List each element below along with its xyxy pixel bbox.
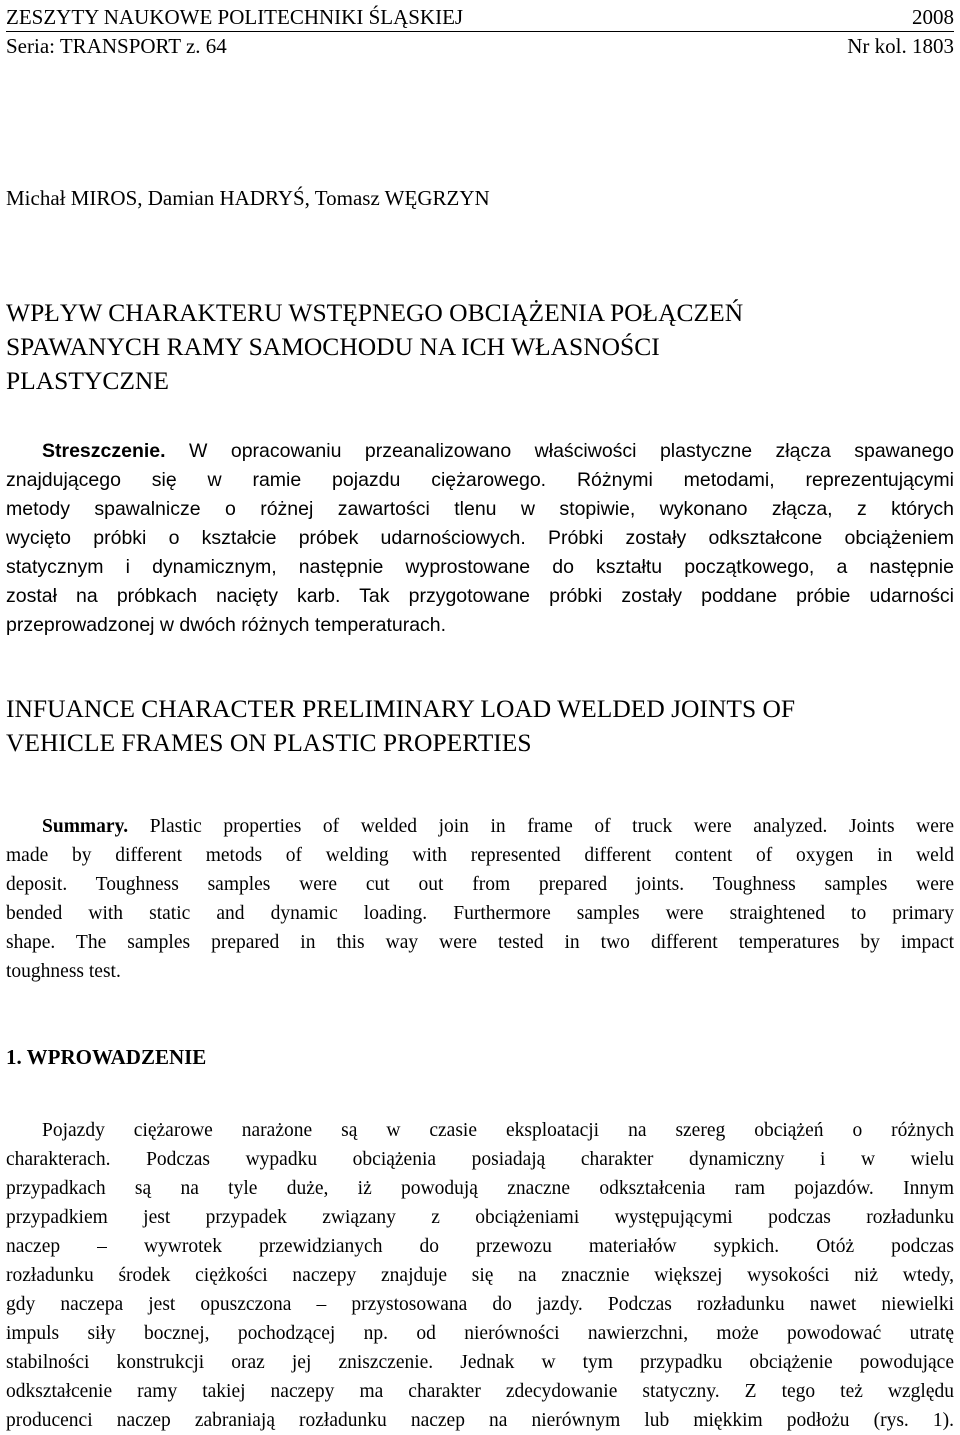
body-line: przypadkach są na tyle duże, iż powodują znaczne odkształcenia ram pojazdów. Innym	[6, 1178, 954, 1199]
title-english-line: INFUANCE CHARACTER PRELIMINARY LOAD WELDED JOINTS OF	[6, 694, 796, 723]
series-header-row	[6, 32, 954, 60]
body-line: impuls siły bocznej, pochodzącej np. od nierówności nawierzchni, może powodować utratę	[6, 1323, 954, 1344]
title-polish-line: PLASTYCZNE	[6, 366, 169, 395]
body-line: przypadkiem jest przypadek związany z obciążeniami występującymi podczas rozładunku	[6, 1207, 954, 1228]
summary-english	[6, 812, 954, 986]
summary-line: shape. The samples prepared in this way were tested in two different temperatures by impact	[6, 932, 954, 953]
title-english-line: VEHICLE FRAMES ON PLASTIC PROPERTIES	[6, 728, 532, 757]
abstract-line: statycznym i dynamicznym, następnie wyprostowane do kształtu początkowego, a następnie	[6, 556, 954, 578]
body-line: producenci naczep zabraniają rozładunku naczep na nierównym lub miękkim podłożu (rys. 1).	[6, 1410, 954, 1431]
abstract-polish	[6, 437, 954, 640]
title-polish-line: WPŁYW CHARAKTERU WSTĘPNEGO OBCIĄŻENIA POŁĄCZEŃ	[6, 298, 744, 327]
summary-line: toughness test.	[6, 961, 121, 982]
title-polish	[6, 296, 954, 398]
abstract-text: W opracowaniu przeanalizowano właściwości plastyczne złącza spawanego	[189, 440, 954, 462]
body-line: odkształcenie ramy takiej naczepy ma charakter zdecydowanie statyczny. Z tego też względu	[6, 1381, 954, 1402]
summary-label: Summary.	[42, 816, 129, 837]
issue-number: Nr kol. 1803	[847, 34, 954, 58]
summary-line: made by different metods of welding with represented different content of oxygen in weld	[6, 845, 954, 866]
journal-year: 2008	[912, 5, 954, 29]
abstract-line: wycięto próbki o kształcie próbek udarnościowych. Próbki zostały odkształcone obciążeniem	[6, 527, 954, 549]
body-line: rozładunku środek ciężkości naczepy znajduje się na znacznie większej wysokości niż wtedy,	[6, 1265, 954, 1286]
abstract-line: został na próbkach nacięty karb. Tak przygotowane próbki zostały poddane próbie udarności	[6, 585, 954, 607]
abstract-line: metody spawalnicze o różnej zawartości tlenu w stopiwie, wykonano złącza, z których	[6, 498, 954, 520]
authors: Michał MIROS, Damian HADRYŚ, Tomasz WĘGRZYN	[6, 186, 490, 210]
section-heading: 1. WPROWADZENIE	[6, 1045, 207, 1069]
abstract-line: znajdującego się w ramie pojazdu ciężarowego. Różnymi metodami, reprezentującymi	[6, 469, 954, 491]
abstract-line	[6, 437, 954, 466]
abstract-label: Streszczenie.	[42, 440, 166, 462]
summary-line: deposit. Toughness samples were cut out from prepared joints. Toughness samples were	[6, 874, 954, 895]
abstract-line: przeprowadzonej w dwóch różnych temperaturach.	[6, 614, 447, 636]
body-line: naczep – wywrotek przewidzianych do przewozu materiałów sypkich. Otóż podczas	[6, 1236, 954, 1257]
body-line: Pojazdy ciężarowe narażone są w czasie eksploatacji na szereg obciążeń o różnych	[42, 1120, 954, 1141]
summary-line: bended with static and dynamic loading. Furthermore samples were straightened to primary	[6, 903, 954, 924]
summary-text: Plastic properties of welded join in frame of truck were analyzed. Joints were	[149, 816, 955, 837]
body-line: charakterach. Podczas wypadku obciążenia posiadają charakter dynamiczny i w wielu	[6, 1149, 954, 1170]
journal-header-row	[6, 0, 954, 31]
journal-name: ZESZYTY NAUKOWE POLITECHNIKI ŚLĄSKIEJ	[6, 5, 464, 29]
title-polish-line: SPAWANYCH RAMY SAMOCHODU NA ICH WŁASNOŚCI	[6, 332, 660, 361]
title-english	[6, 692, 954, 760]
body-line: stabilności konstrukcji oraz jej zniszczenie. Jednak w tym przypadku obciążenie powodujące	[6, 1352, 954, 1373]
paper-page	[6, 0, 954, 1435]
series-label: Seria: TRANSPORT z. 64	[6, 34, 227, 58]
summary-line	[6, 812, 954, 841]
body-line: gdy naczepa jest opuszczona – przystosowana do jazdy. Podczas rozładunku nawet niewielki	[6, 1294, 954, 1315]
section-body	[6, 1116, 954, 1435]
